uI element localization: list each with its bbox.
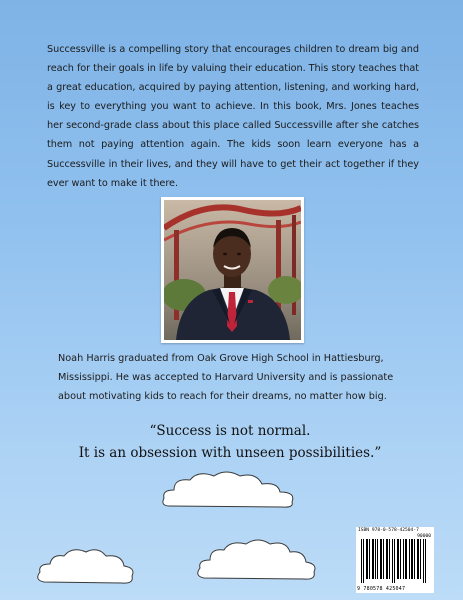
isbn-barcode (356, 527, 434, 593)
barcode-icon (359, 539, 431, 583)
author-photo (161, 197, 304, 343)
price-code: 90000 (417, 534, 431, 539)
author-portrait-icon (164, 200, 301, 340)
isbn-label: ISBN 978-0-578-42504-7 (358, 528, 419, 533)
cloud-icon (36, 544, 136, 586)
cloud-icon (160, 468, 300, 510)
quote-line-2: It is an obsession with unseen possibilities.” (78, 445, 382, 461)
author-quote (60, 420, 400, 464)
book-description: Successville is a compelling story that encourages children to dream big and reach for their goals in life by valuing their education. This story teaches that a great education, acquired by paying attention, listening, and working hard, is key to everything you want to achieve. In this book, Mrs. Jones teaches her second-grade class about this place called Successville after she catches them not paying attention again. The kids soon learn everyone has a Successville in their lives, and they will have to get their act together if they ever want to make it there. (47, 44, 419, 189)
barcode-number: 9 780578 425047 (357, 586, 406, 592)
cloud-icon (196, 536, 318, 582)
quote-line-1: “Success is not normal. (149, 423, 311, 439)
author-bio: Noah Harris graduated from Oak Grove High School in Hattiesburg, Mississippi. He was accepted to Harvard University and is passionate about motivating kids to reach for their dreams, no matter how big. (58, 353, 394, 403)
